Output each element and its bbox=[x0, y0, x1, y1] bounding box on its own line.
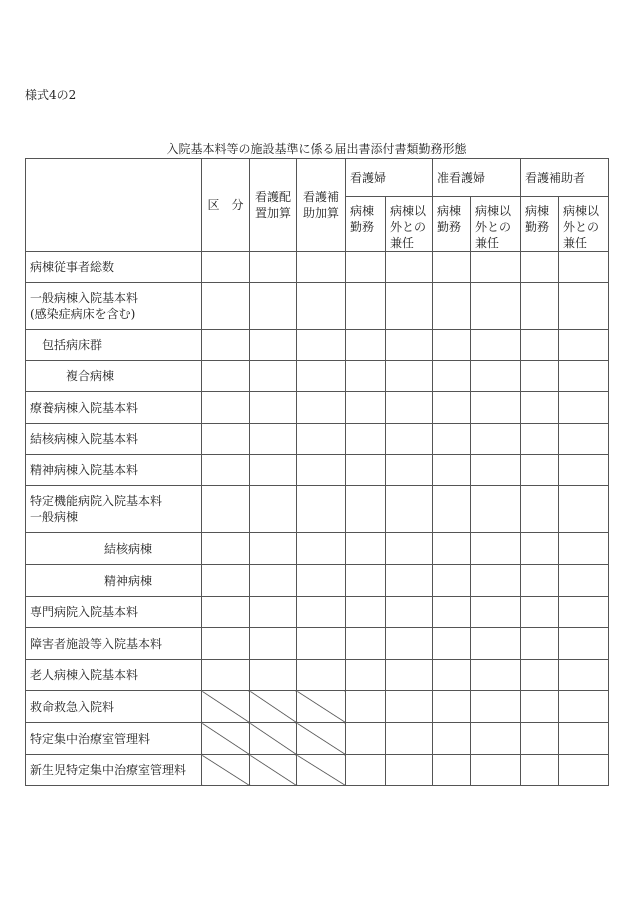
entry-cell[interactable] bbox=[297, 424, 346, 455]
entry-cell[interactable] bbox=[297, 565, 346, 597]
entry-cell[interactable] bbox=[521, 533, 559, 565]
entry-cell[interactable] bbox=[471, 533, 521, 565]
row-label bbox=[26, 486, 202, 533]
entry-cell[interactable] bbox=[202, 424, 250, 455]
entry-cell[interactable] bbox=[386, 533, 433, 565]
row-label bbox=[26, 455, 202, 486]
table-row bbox=[26, 533, 609, 565]
entry-cell[interactable] bbox=[559, 330, 609, 361]
header-text: 外との bbox=[563, 220, 600, 234]
entry-cell[interactable] bbox=[386, 755, 433, 786]
entry-cell[interactable] bbox=[521, 723, 559, 755]
entry-cell[interactable] bbox=[433, 628, 471, 660]
row-label-text: 結核病棟 bbox=[104, 541, 153, 556]
row-label-text: 専門病院入院基本料 bbox=[30, 605, 139, 619]
entry-cell[interactable] bbox=[346, 252, 386, 283]
row-label-text: (感染症病床を含む) bbox=[30, 307, 136, 321]
entry-cell[interactable] bbox=[386, 660, 433, 691]
entry-cell[interactable] bbox=[386, 597, 433, 628]
header-sub-ward bbox=[433, 197, 471, 252]
entry-cell[interactable] bbox=[471, 424, 521, 455]
header-text: 病棟 bbox=[525, 204, 550, 218]
header-group-assoc-nurse: 准看護婦 bbox=[433, 159, 521, 197]
row-label-text: 結核病棟入院基本料 bbox=[30, 432, 139, 446]
entry-cell[interactable] bbox=[471, 392, 521, 424]
entry-cell[interactable] bbox=[521, 628, 559, 660]
entry-cell[interactable] bbox=[386, 691, 433, 723]
row-label bbox=[26, 597, 202, 628]
entry-cell[interactable] bbox=[202, 533, 250, 565]
table-row bbox=[26, 691, 609, 723]
entry-cell[interactable] bbox=[559, 660, 609, 691]
entry-cell[interactable] bbox=[559, 755, 609, 786]
entry-cell[interactable] bbox=[521, 565, 559, 597]
entry-cell[interactable] bbox=[471, 565, 521, 597]
entry-cell[interactable] bbox=[202, 392, 250, 424]
table-row bbox=[26, 252, 609, 283]
header-text: 病棟以 bbox=[475, 204, 512, 218]
slashed-cell bbox=[202, 723, 250, 755]
table-row bbox=[26, 628, 609, 660]
row-label-text: 精神病棟 bbox=[104, 573, 153, 588]
entry-cell[interactable] bbox=[471, 486, 521, 533]
entry-cell[interactable] bbox=[346, 628, 386, 660]
entry-cell[interactable] bbox=[471, 628, 521, 660]
entry-cell[interactable] bbox=[521, 660, 559, 691]
entry-cell[interactable] bbox=[346, 283, 386, 330]
entry-cell[interactable] bbox=[202, 486, 250, 533]
entry-cell[interactable] bbox=[297, 628, 346, 660]
entry-cell[interactable] bbox=[346, 361, 386, 392]
row-label-text: 救命救急入院料 bbox=[30, 699, 115, 714]
entry-cell[interactable] bbox=[250, 533, 297, 565]
entry-cell[interactable] bbox=[297, 455, 346, 486]
entry-cell[interactable] bbox=[386, 723, 433, 755]
form-number: 様式4の2 bbox=[25, 88, 77, 102]
entry-cell[interactable] bbox=[346, 755, 386, 786]
entry-cell[interactable] bbox=[250, 252, 297, 283]
entry-cell[interactable] bbox=[297, 283, 346, 330]
entry-cell[interactable] bbox=[559, 486, 609, 533]
row-label-text: 新生児特定集中治療室管理料 bbox=[30, 763, 187, 777]
entry-cell[interactable] bbox=[471, 455, 521, 486]
entry-cell[interactable] bbox=[250, 486, 297, 533]
row-label-text: 障害者施設等入院基本料 bbox=[30, 636, 163, 651]
row-label-text: 病棟従事者総数 bbox=[30, 260, 115, 274]
header-sub-other bbox=[471, 197, 521, 252]
entry-cell[interactable] bbox=[559, 252, 609, 283]
entry-cell[interactable] bbox=[433, 486, 471, 533]
entry-cell[interactable] bbox=[250, 283, 297, 330]
entry-cell[interactable] bbox=[297, 330, 346, 361]
entry-cell[interactable] bbox=[433, 283, 471, 330]
entry-cell[interactable] bbox=[433, 361, 471, 392]
entry-cell[interactable] bbox=[559, 565, 609, 597]
entry-cell[interactable] bbox=[346, 691, 386, 723]
entry-cell[interactable] bbox=[202, 565, 250, 597]
entry-cell[interactable] bbox=[559, 597, 609, 628]
entry-cell[interactable] bbox=[521, 392, 559, 424]
entry-cell[interactable] bbox=[521, 424, 559, 455]
entry-cell[interactable] bbox=[386, 628, 433, 660]
table-row bbox=[26, 361, 609, 392]
entry-cell[interactable] bbox=[202, 361, 250, 392]
header-group-nurse: 看護婦 bbox=[346, 159, 433, 197]
entry-cell[interactable] bbox=[346, 330, 386, 361]
entry-cell[interactable] bbox=[202, 455, 250, 486]
entry-cell[interactable] bbox=[471, 660, 521, 691]
entry-cell[interactable] bbox=[250, 660, 297, 691]
entry-cell[interactable] bbox=[433, 533, 471, 565]
entry-cell[interactable] bbox=[521, 755, 559, 786]
table-row bbox=[26, 755, 609, 786]
row-label-text: 老人病棟入院基本料 bbox=[30, 668, 139, 682]
row-label bbox=[26, 424, 202, 455]
entry-cell[interactable] bbox=[386, 252, 433, 283]
row-label bbox=[26, 361, 202, 392]
entry-cell[interactable] bbox=[521, 330, 559, 361]
header-text: 病棟 bbox=[350, 204, 375, 218]
entry-cell[interactable] bbox=[202, 597, 250, 628]
entry-cell[interactable] bbox=[433, 330, 471, 361]
entry-cell[interactable] bbox=[297, 361, 346, 392]
entry-cell[interactable] bbox=[386, 486, 433, 533]
entry-cell[interactable] bbox=[471, 691, 521, 723]
entry-cell[interactable] bbox=[250, 361, 297, 392]
table-row bbox=[26, 283, 609, 330]
row-label-text: 一般病棟入院基本料 bbox=[30, 291, 139, 305]
entry-cell[interactable] bbox=[433, 392, 471, 424]
slashed-cell bbox=[250, 723, 297, 755]
header-text: 勤務 bbox=[437, 220, 462, 234]
entry-cell[interactable] bbox=[346, 392, 386, 424]
header-sub-other bbox=[559, 197, 609, 252]
entry-cell[interactable] bbox=[386, 283, 433, 330]
entry-cell[interactable] bbox=[297, 486, 346, 533]
entry-cell[interactable] bbox=[250, 628, 297, 660]
row-label bbox=[26, 755, 202, 786]
entry-cell[interactable] bbox=[346, 565, 386, 597]
entry-cell[interactable] bbox=[250, 597, 297, 628]
header-text: 兼任 bbox=[390, 236, 415, 250]
row-label-text: 精神病棟入院基本料 bbox=[30, 463, 139, 477]
table-row bbox=[26, 660, 609, 691]
header-text: 看護配 bbox=[254, 190, 291, 204]
entry-cell[interactable] bbox=[559, 424, 609, 455]
staffing-table bbox=[25, 158, 609, 786]
header-text: 兼任 bbox=[563, 236, 588, 250]
row-label bbox=[26, 628, 202, 660]
entry-cell[interactable] bbox=[559, 533, 609, 565]
row-label bbox=[26, 330, 202, 361]
entry-cell[interactable] bbox=[386, 392, 433, 424]
entry-cell[interactable] bbox=[471, 723, 521, 755]
entry-cell[interactable] bbox=[386, 565, 433, 597]
entry-cell[interactable] bbox=[346, 486, 386, 533]
row-label-text: 包括病床群 bbox=[42, 338, 103, 352]
entry-cell[interactable] bbox=[297, 597, 346, 628]
row-label bbox=[26, 691, 202, 723]
entry-cell[interactable] bbox=[346, 455, 386, 486]
row-label bbox=[26, 660, 202, 691]
slashed-cell bbox=[297, 691, 346, 723]
entry-cell[interactable] bbox=[433, 660, 471, 691]
entry-cell[interactable] bbox=[433, 755, 471, 786]
header-text: 外との bbox=[475, 220, 512, 234]
entry-cell[interactable] bbox=[346, 533, 386, 565]
entry-cell[interactable] bbox=[521, 361, 559, 392]
entry-cell[interactable] bbox=[297, 660, 346, 691]
slashed-cell bbox=[202, 755, 250, 786]
entry-cell[interactable] bbox=[250, 455, 297, 486]
header-group-assistant: 看護補助者 bbox=[521, 159, 609, 197]
row-label bbox=[26, 283, 202, 330]
entry-cell[interactable] bbox=[346, 723, 386, 755]
row-label bbox=[26, 565, 202, 597]
header-text: 勤務 bbox=[525, 220, 550, 234]
entry-cell[interactable] bbox=[521, 283, 559, 330]
row-label bbox=[26, 392, 202, 424]
row-label-text: 特定機能病院入院基本料 bbox=[30, 494, 163, 508]
header-sub-ward bbox=[521, 197, 559, 252]
table-row bbox=[26, 424, 609, 455]
header-text: 外との bbox=[390, 220, 427, 234]
header-text: 置加算 bbox=[254, 206, 291, 220]
entry-cell[interactable] bbox=[471, 330, 521, 361]
row-label-text: 療養病棟入院基本料 bbox=[30, 400, 139, 415]
entry-cell[interactable] bbox=[346, 424, 386, 455]
entry-cell[interactable] bbox=[433, 691, 471, 723]
header-blank bbox=[26, 159, 202, 252]
entry-cell[interactable] bbox=[521, 252, 559, 283]
slashed-cell bbox=[297, 723, 346, 755]
entry-cell[interactable] bbox=[202, 660, 250, 691]
header-sub-other bbox=[386, 197, 433, 252]
slashed-cell bbox=[297, 755, 346, 786]
entry-cell[interactable] bbox=[559, 283, 609, 330]
slashed-cell bbox=[250, 755, 297, 786]
header-assist-addition bbox=[297, 159, 346, 252]
entry-cell[interactable] bbox=[297, 252, 346, 283]
entry-cell[interactable] bbox=[559, 628, 609, 660]
table-row bbox=[26, 392, 609, 424]
entry-cell[interactable] bbox=[471, 252, 521, 283]
header-nurse-allocation bbox=[250, 159, 297, 252]
row-label-text: 特定集中治療室管理料 bbox=[30, 731, 151, 746]
entry-cell[interactable] bbox=[202, 252, 250, 283]
row-label bbox=[26, 533, 202, 565]
entry-cell[interactable] bbox=[521, 455, 559, 486]
entry-cell[interactable] bbox=[471, 597, 521, 628]
header-text: 病棟以 bbox=[390, 204, 427, 218]
table-row bbox=[26, 330, 609, 361]
entry-cell[interactable] bbox=[202, 283, 250, 330]
entry-cell[interactable] bbox=[433, 455, 471, 486]
entry-cell[interactable] bbox=[346, 597, 386, 628]
entry-cell[interactable] bbox=[433, 565, 471, 597]
header-text: 病棟以 bbox=[563, 204, 600, 218]
header-text: 助加算 bbox=[302, 206, 339, 220]
entry-cell[interactable] bbox=[250, 330, 297, 361]
entry-cell[interactable] bbox=[386, 455, 433, 486]
table-row bbox=[26, 597, 609, 628]
entry-cell[interactable] bbox=[521, 486, 559, 533]
header-kubun: 区 分 bbox=[202, 159, 250, 252]
entry-cell[interactable] bbox=[471, 361, 521, 392]
header-sub-ward bbox=[346, 197, 386, 252]
entry-cell[interactable] bbox=[433, 424, 471, 455]
slashed-cell bbox=[250, 691, 297, 723]
entry-cell[interactable] bbox=[559, 455, 609, 486]
row-label bbox=[26, 252, 202, 283]
entry-cell[interactable] bbox=[250, 392, 297, 424]
entry-cell[interactable] bbox=[386, 424, 433, 455]
slashed-cell bbox=[202, 691, 250, 723]
entry-cell[interactable] bbox=[559, 723, 609, 755]
entry-cell[interactable] bbox=[559, 392, 609, 424]
entry-cell[interactable] bbox=[202, 628, 250, 660]
form-title: 入院基本料等の施設基準に係る届出書添付書類勤務形態 bbox=[166, 142, 467, 156]
entry-cell[interactable] bbox=[471, 755, 521, 786]
entry-cell[interactable] bbox=[386, 330, 433, 361]
entry-cell[interactable] bbox=[386, 361, 433, 392]
entry-cell[interactable] bbox=[433, 597, 471, 628]
row-label-text: 一般病棟 bbox=[30, 510, 79, 524]
row-label-text: 複合病棟 bbox=[66, 369, 115, 383]
header-text: 病棟 bbox=[437, 204, 462, 218]
entry-cell[interactable] bbox=[250, 565, 297, 597]
entry-cell[interactable] bbox=[559, 691, 609, 723]
table-row bbox=[26, 565, 609, 597]
entry-cell[interactable] bbox=[521, 597, 559, 628]
entry-cell[interactable] bbox=[297, 392, 346, 424]
table-row bbox=[26, 455, 609, 486]
entry-cell[interactable] bbox=[521, 691, 559, 723]
table-row bbox=[26, 486, 609, 533]
entry-cell[interactable] bbox=[297, 533, 346, 565]
table-row bbox=[26, 723, 609, 755]
header-text: 勤務 bbox=[350, 220, 375, 234]
entry-cell[interactable] bbox=[250, 424, 297, 455]
header-text: 兼任 bbox=[475, 236, 500, 250]
entry-cell[interactable] bbox=[471, 283, 521, 330]
entry-cell[interactable] bbox=[202, 330, 250, 361]
entry-cell[interactable] bbox=[433, 252, 471, 283]
header-text: 看護補 bbox=[302, 190, 339, 204]
entry-cell[interactable] bbox=[559, 361, 609, 392]
row-label bbox=[26, 723, 202, 755]
entry-cell[interactable] bbox=[346, 660, 386, 691]
entry-cell[interactable] bbox=[433, 723, 471, 755]
